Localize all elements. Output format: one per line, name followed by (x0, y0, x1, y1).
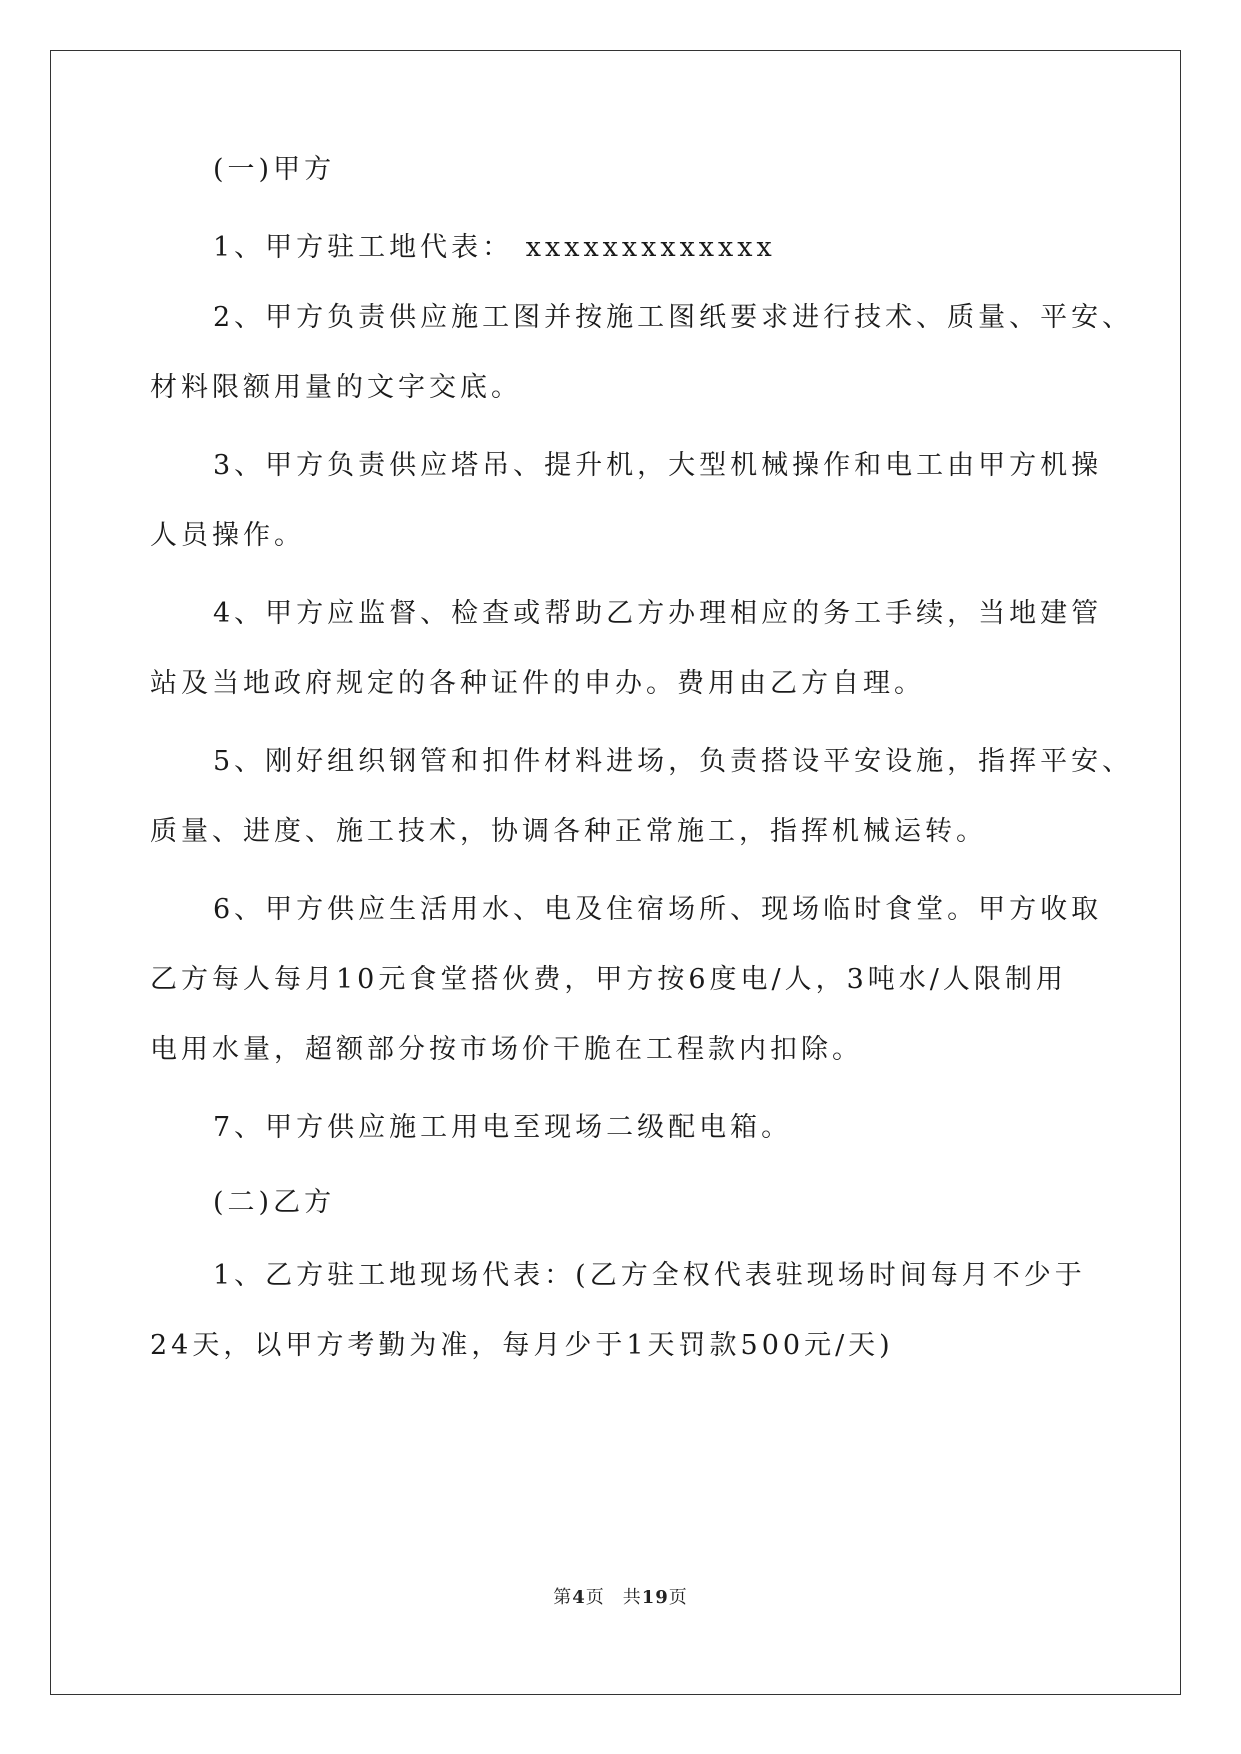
paragraph-line: 1、甲方驻工地代表： xxxxxxxxxxxxx (213, 232, 776, 263)
paragraph-line: 材料限额用量的文字交底。 (150, 372, 522, 403)
paragraph-line: 6、甲方供应生活用水、电及住宿场所、现场临时食堂。甲方收取 (213, 894, 1103, 925)
paragraph-line: 24天，以甲方考勤为准，每月少于1天罚款500元/天) (150, 1330, 894, 1361)
paragraph-line: 乙方每人每月10元食堂搭伙费，甲方按6度电/人，3吨水/人限制用 (150, 964, 1067, 995)
page-number-footer (0, 1583, 1241, 1609)
total-prefix: 共 (622, 1587, 642, 1608)
section-heading-party-a: (一)甲方 (213, 154, 336, 185)
paragraph-line: 电用水量，超额部分按市场价干脆在工程款内扣除。 (150, 1034, 863, 1065)
paragraph-line: 7、甲方供应施工用电至现场二级配电箱。 (213, 1112, 793, 1143)
total-suffix: 页 (668, 1587, 688, 1608)
paragraph-line: 2、甲方负责供应施工图并按施工图纸要求进行技术、质量、平安、 (213, 302, 1134, 333)
paragraph-line: 质量、进度、施工技术，协调各种正常施工，指挥机械运转。 (150, 816, 987, 847)
page-frame (50, 50, 1181, 1695)
page-prefix: 第 (553, 1587, 573, 1608)
section-heading-party-b: (二)乙方 (213, 1187, 336, 1218)
paragraph-line: 3、甲方负责供应塔吊、提升机，大型机械操作和电工由甲方机操 (213, 450, 1103, 481)
page-total: 19 (641, 1587, 669, 1608)
paragraph-line: 1、乙方驻工地现场代表：(乙方全权代表驻现场时间每月不少于 (213, 1260, 1086, 1291)
paragraph-line: 人员操作。 (150, 520, 305, 551)
paragraph-line: 5、刚好组织钢管和扣件材料进场，负责搭设平安设施，指挥平安、 (213, 746, 1134, 777)
paragraph-line: 4、甲方应监督、检查或帮助乙方办理相应的务工手续，当地建管 (213, 598, 1103, 629)
page-mid: 页 (585, 1587, 605, 1608)
paragraph-line: 站及当地政府规定的各种证件的申办。费用由乙方自理。 (150, 668, 925, 699)
page-current: 4 (572, 1587, 586, 1608)
